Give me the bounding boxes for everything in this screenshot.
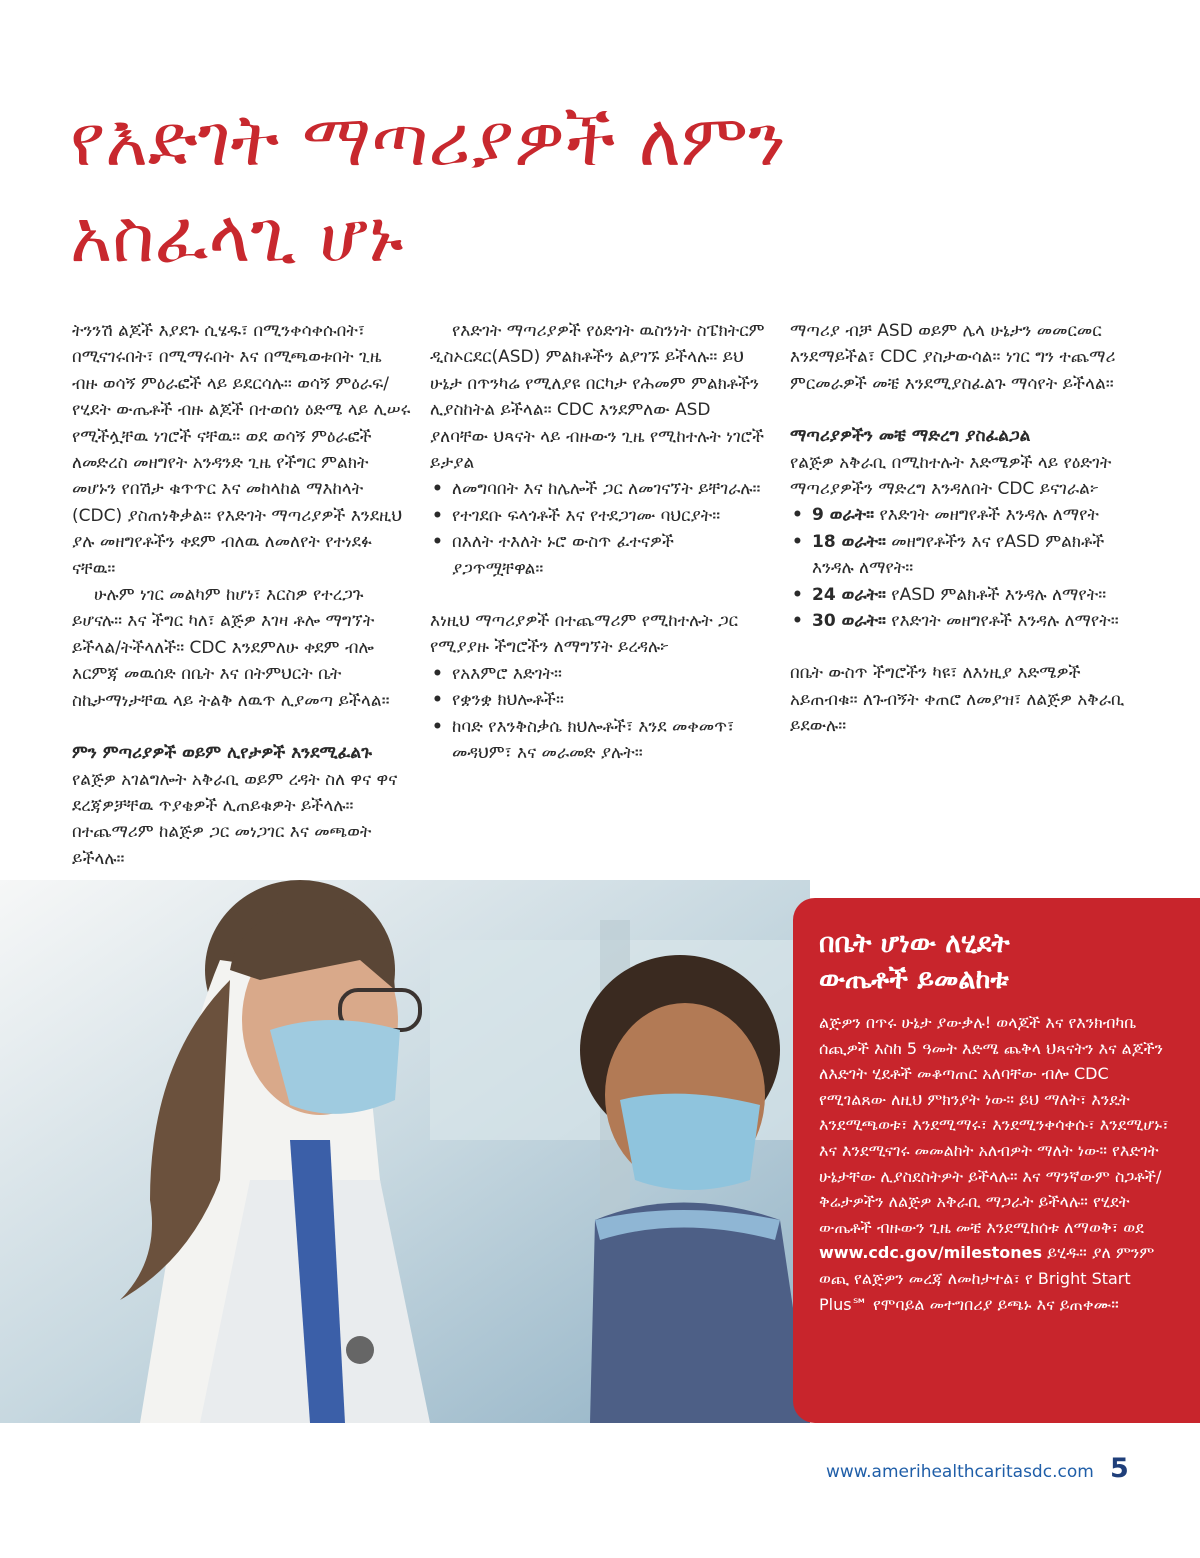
milestones-callout <box>793 898 1200 1423</box>
age-text: የእድገት መዘግየቶች እንዳሉ ለማየት። <box>885 611 1119 632</box>
screening-limits-paragraph: ማጣሪያ ብቻ ASD ወይም ሌላ ሁኔታን መመርመር እንደማይችል፣ CDC ያስታውሳል። ነገር ግን ተጨማሪ ምርመራዎች መቼ እንደሚያስፈልጉ ማሳየት ይችላል። <box>790 321 1116 394</box>
asd-paragraph: የእድገት ማጣሪያዎች የዕድገት ዉስንነት ስፔክትርም ዲስኦርደር(ASD) ምልክቶችን ልያገኙ ይችላሉ። ይህ ሁኔታ በጥንካሬ የሚለያዩ በርካታ የሕመም ምልክቶችን ሊያስከትል ይችላል። CDC እንደምለው ASD ያለባቸው ህጻናት ላይ ብዙውን ጊዜ የሚከተሉት ነገሮች ይታያል <box>430 321 765 474</box>
list-item: • ከባድ የእንቅስቃሴ ክህሎቶች፣ እንደ መቀመጥ፣ መዳህም፣ እና መራመድ ያሉት። <box>430 714 770 767</box>
callout-title-line-2: ውጤቶች ይመልከቱ <box>819 964 1009 995</box>
age-label: 9 ወራት። <box>812 505 875 526</box>
age-text: የእድገት መዘግየቶች እንዳሉ ለማየት <box>874 505 1099 526</box>
list-item <box>790 529 1130 582</box>
list-item: • የአእምሮ እድገት። <box>430 661 770 687</box>
footer-url[interactable]: www.amerihealthcaritasdc.com <box>826 1462 1094 1482</box>
list-item: • ለመግባበት እና ከሌሎች ጋር ለመገናኘት ይቸገራሉ። <box>430 476 770 502</box>
age-text: የASD ምልክቶች እንዳሉ ለማየት። <box>885 584 1107 605</box>
callout-body-text: ልጅዎን በጥሩ ሁኔታ ያውቃሉ! ወላጆች እና የእንክብካቤ ሰጪዎች እስከ 5 ዓመት እድሜ ጨቅላ ህጻናትን እና ልጆችን ለእድገት ሂደቶች መቆጣጠር አለባቸው ብሎ CDC የሚገልጸው ለዚህ ምክንያት ነው። ይህ ማለት፣ እንዴት እንደሚጫወቱ፣ እንደሚማሩ፣ እንደሚንቀሳቀሱ፣ እንደሚሆኑ፣ እና እንደሚናገሩ መመልከት አለብዎት ማለት ነው። የእድገት ሁኔታቸው ሊያስደስትዎት ይችላሉ። እና ማንኛውም ስጋቶች/ቅሬታዎችን ለልጅዎ አቅራቢ ማጋራት ይችላሉ። የሂደት ውጤቶች ብዙውን ጊዜ መቼ እንደሚከሰቱ ለማወቅ፣ ወደ <box>819 1013 1169 1237</box>
callout-title-line-1: በቤት ሆነው ለሂደት <box>819 928 1010 959</box>
column-1 <box>72 318 412 872</box>
doctor-child-photo <box>0 880 810 1423</box>
call-provider-paragraph: በቤት ውስጥ ችግሮችን ካዩ፣ ለእነዚያ እድሜዎች አይጠብቁ። ለጉብኝት ቀጠሮ ለመያዝ፣ ለልጅዎ አቅራቢ ይደውሉ። <box>790 663 1125 737</box>
column-2 <box>430 318 770 767</box>
photo-illustration <box>0 880 810 1423</box>
list-item: • የተገደቡ ፍላጎቶች እና የተደጋገሙ ባህርያት። <box>430 503 770 529</box>
list-item <box>790 582 1130 608</box>
age-label: 18 ወራት። <box>812 531 886 552</box>
age-label: 30 ወራት። <box>812 611 886 632</box>
screening-when-heading: ማጣሪያዎችን መቼ ማድረግ ያስፈልጋል <box>790 426 1031 447</box>
list-item <box>790 502 1130 528</box>
callout-body-text-end: ይሂዱ። ያለ ምንም ወጪ የልጅዎን መረጃ ለመከታተል፣ የ Bright Start Plus℠ የሞባይል መተግበሪያ ይጫኑ እና ይጠቀሙ። <box>819 1243 1155 1314</box>
page-title-line-2: አስፈላጊ ሆኑ <box>70 194 404 278</box>
callout-body <box>819 1010 1178 1317</box>
list-item <box>790 608 1130 634</box>
age-label: 24 ወራት። <box>812 584 886 605</box>
age-text: መዘግየቶችን እና የASD ምልክቶች እንዳሉ ለማየት። <box>812 531 1105 579</box>
screening-what-heading: ምን ምጣሪያዎች ወይም ሊየታዎች እንደሚፈልጉ <box>72 743 372 764</box>
other-issues-list <box>430 661 770 767</box>
intro-paragraph: ትንንሽ ልጆች እያደጉ ሲሄዱ፣ በሚንቀሳቀሱበት፣ በሚናገሩበት፣ በሚማሩበት እና በሚጫወቱበት ጊዜ ብዙ ወሳኝ ምዕራፎች ላይ ይደርሳሉ። ወሳኝ ምዕራፍ/የሂደት ውጤቶች ብዙ ልጆች በተወሰነ ዕድሜ ላይ ሊሠሩ የሚችሏቸዉ ነገሮች ናቸዉ። ወደ ወሳኝ ምዕራፎች ለመድረስ መዘግየት አንዳንድ ጊዜ የችግር ምልክት መሆኑን የበሽታ ቁጥጥር እና መከላከል ማእከላት (CDC) ያስጠነቅቃል። የእድገት ማጣሪያዎች እንደዚህ ያሉ መዘግየቶችን ቀደም ብለዉ ለመለየት የተነደፉ ናቸዉ። <box>72 321 411 579</box>
reassurance-paragraph: ሁሉም ነገር መልካም ከሆነ፣ እርስዎ የተረጋጉ ይሆናሉ። እና ችግር ካለ፣ ልጅዎ እገዛ ቶሎ ማግኘት ይችላል/ትችላለች። CDC እንደምለሁ ቀደም ብሎ እርምጃ መዉሰድ በቤት እና በትምህርት ቤት ስኬታማነታቸዉ ላይ ትልቅ ለዉጥ ሊያመጣ ይችላል። <box>72 585 390 711</box>
screening-when-paragraph: የልጅዎ አቅራቢ በሚከተሉት እድሜዎች ላይ የዕድገት ማጣሪያዎችን ማድረግ እንዳለበት CDC ይናገራል፦ <box>790 452 1112 500</box>
page-title <box>70 92 1070 284</box>
list-item: • በእለት ተእለት ኑሮ ውስጥ ፈተናዎች ያጋጥሟቸዋል። <box>430 529 770 582</box>
cdc-milestones-link[interactable]: www.cdc.gov/milestones <box>819 1243 1043 1263</box>
list-item: • የቋንቋ ክህሎቶች። <box>430 687 770 713</box>
screening-ages-list <box>790 502 1130 634</box>
screening-what-paragraph: የልጅዎ አገልግሎት አቅራቢ ወይም ረዳት ስለ ዋና ዋና ደረጃዎቻቸዉ ጥያቄዎች ሊጠይቁዎት ይችላሉ። በተጨማሪም ከልጅዎ ጋር መነጋገር እና መጫወት ይችላሉ። <box>72 769 398 869</box>
page-number: 5 <box>1110 1453 1129 1484</box>
callout-title <box>819 926 1178 998</box>
page-title-line-1: የእድገት ማጣሪያዎች ለምን <box>70 98 786 182</box>
column-3 <box>790 318 1130 740</box>
other-issues-paragraph: እነዚህ ማጣሪያዎች በተጨማሪም የሚከተሉት ጋር የሚያያዙ ችግሮችን ለማግኘት ይረዳሉ፦ <box>430 611 739 658</box>
asd-signs-list <box>430 476 770 582</box>
